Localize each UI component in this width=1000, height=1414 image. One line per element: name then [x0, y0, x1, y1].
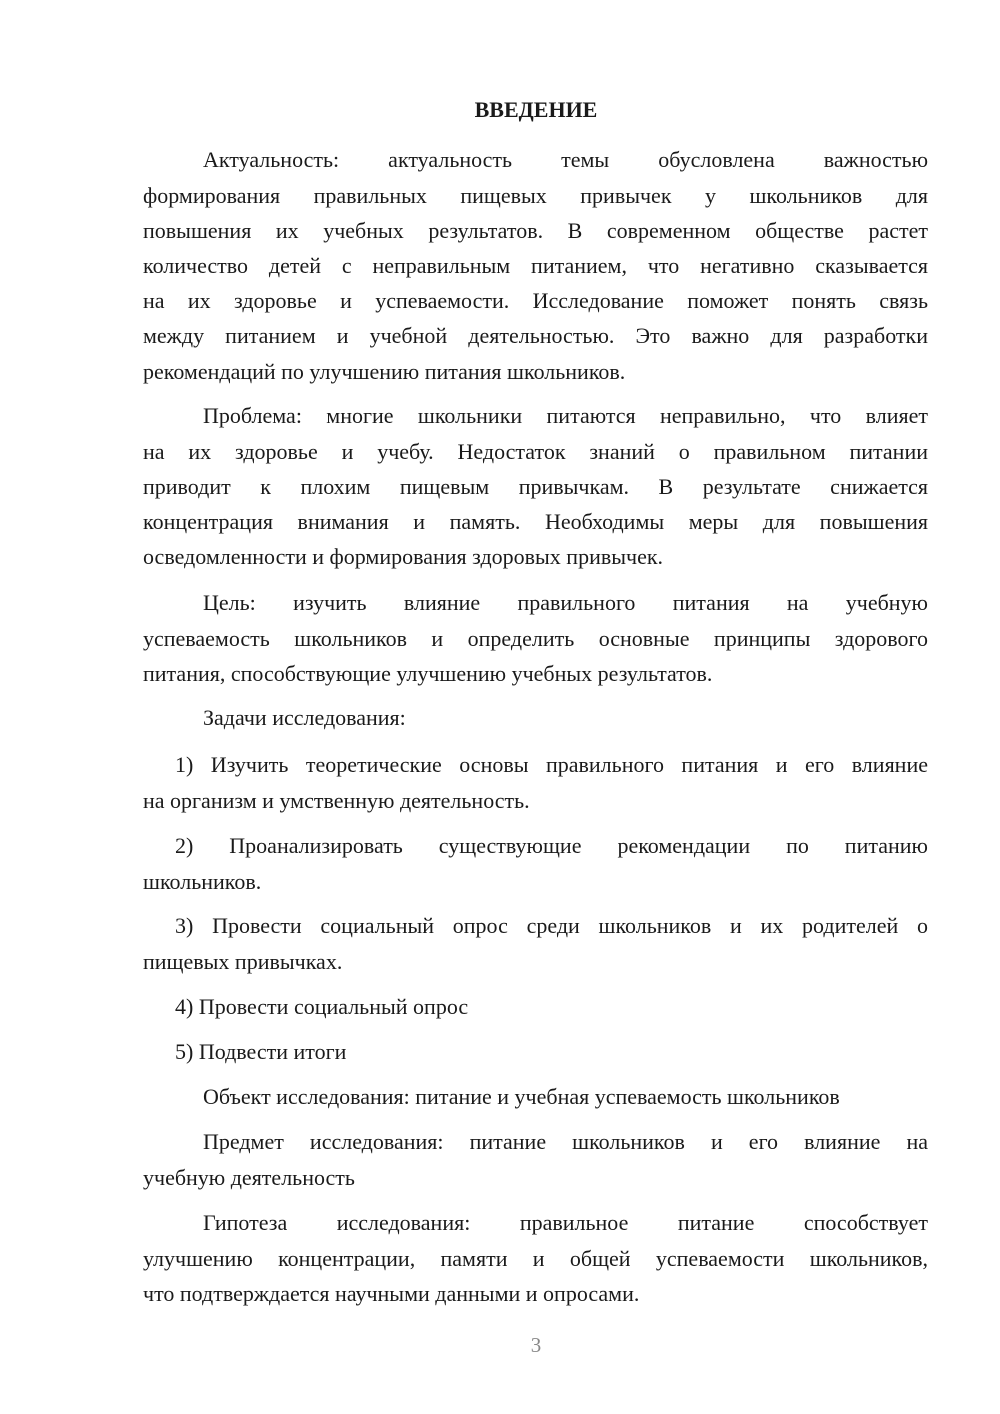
paragraph-object [143, 1079, 928, 1114]
text-line: питания, способствующие улучшению учебных результатов. [143, 660, 713, 686]
page-number: 3 [530, 1333, 542, 1357]
text-line: между питанием и учебной деятельностью. Это важно для разработки [143, 323, 928, 349]
text-line: на их здоровье и успеваемости. Исследование поможет понять связь [143, 288, 928, 314]
text-line: Актуальность: актуальность темы обусловлена важностью [203, 147, 928, 173]
text-line: повышения их учебных результатов. В современном обществе растет [143, 217, 928, 243]
text-line: Задачи исследования: [203, 705, 406, 731]
paragraph-relevance [143, 142, 928, 388]
text-line: на организм и умственную деятельность. [143, 787, 530, 813]
text-line: что подтверждается научными данными и опросами. [143, 1280, 640, 1306]
paragraph-task-5 [143, 1034, 928, 1069]
text-line: 3) Провести социальный опрос среди школьников и их родителей о [175, 913, 928, 939]
text-line: количество детей с неправильным питанием, что негативно сказывается [143, 252, 928, 278]
text-line: приводит к плохим пищевым привычкам. В результате снижается [143, 473, 928, 499]
text-line: пищевых привычках. [143, 948, 343, 974]
text-line: улучшению концентрации, памяти и общей успеваемости школьников, [143, 1245, 928, 1271]
paragraph-task-2 [143, 828, 928, 898]
text-line: Цель: изучить влияние правильного питания на учебную [203, 590, 928, 616]
text-line: 5) Подвести итоги [175, 1039, 347, 1065]
text-line: учебную деятельность [143, 1164, 355, 1190]
text-line: на их здоровье и учебу. Недостаток знаний о правильном питании [143, 438, 928, 464]
paragraph-tasks-heading [143, 700, 928, 735]
paragraph-task-3 [143, 908, 928, 978]
paragraph-task-1 [143, 747, 928, 817]
paragraph-subject [143, 1124, 928, 1194]
text-line: концентрация внимания и память. Необходимы меры для повышения [143, 508, 928, 534]
paragraph-problem [143, 398, 928, 574]
text-line: Объект исследования: питание и учебная успеваемость школьников [203, 1084, 840, 1110]
section-title: ВВЕДЕНИЕ [474, 97, 598, 122]
paragraph-goal [143, 585, 928, 691]
paragraph-task-4 [143, 989, 928, 1024]
text-line: Гипотеза исследования: правильное питание способствует [203, 1210, 928, 1236]
text-line: рекомендаций по улучшению питания школьников. [143, 358, 626, 384]
text-line: Проблема: многие школьники питаются неправильно, что влияет [203, 403, 928, 429]
text-line: осведомленности и формирования здоровых привычек. [143, 544, 664, 570]
paragraph-hypothesis [143, 1205, 928, 1311]
text-line: Предмет исследования: питание школьников и его влияние на [203, 1129, 928, 1155]
text-line: успеваемость школьников и определить основные принципы здорового [143, 625, 928, 651]
text-line: 1) Изучить теоретические основы правильного питания и его влияние [175, 752, 928, 778]
text-line: 2) Проанализировать существующие рекомендации по питанию [175, 833, 928, 859]
text-line: школьников. [143, 868, 262, 894]
text-line: формирования правильных пищевых привычек у школьников для [143, 182, 928, 208]
text-line: 4) Провести социальный опрос [175, 994, 469, 1020]
